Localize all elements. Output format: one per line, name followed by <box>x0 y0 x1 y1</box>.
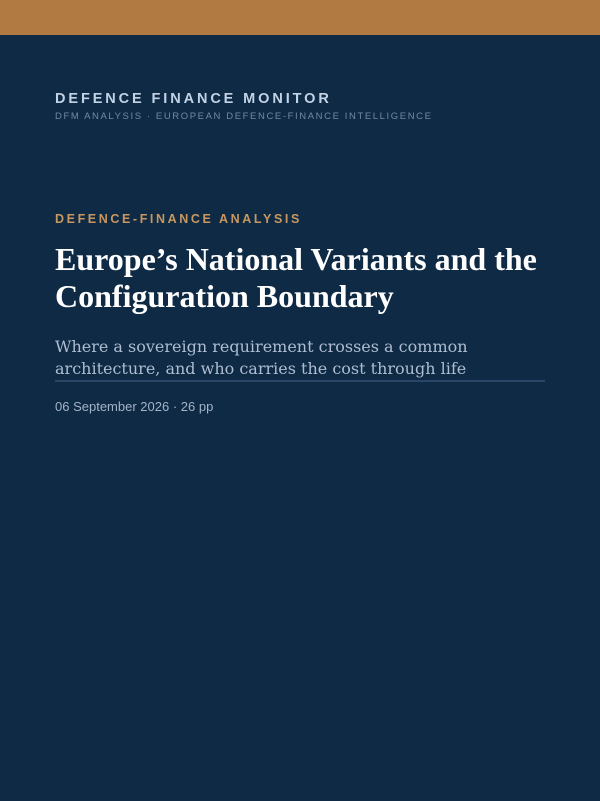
page-count: 26 pp <box>180 399 214 414</box>
top-accent-band <box>0 0 600 35</box>
publication-date: 06 September 2026 <box>55 399 170 414</box>
report-meta <box>55 399 550 415</box>
masthead <box>55 90 555 123</box>
report-title: Europe’s National Variants and the Configuration Boundary <box>55 241 537 314</box>
report-subtitle: Where a sovereign requirement crosses a common architecture, and who carries the cost through life <box>55 336 545 382</box>
report-cover <box>55 211 550 415</box>
meta-separator: · <box>172 399 178 414</box>
section-kicker: DEFENCE-FINANCE ANALYSIS <box>55 212 302 226</box>
publication-name: DEFENCE FINANCE MONITOR <box>55 91 332 107</box>
publication-tagline: DFM ANALYSIS · EUROPEAN DEFENCE-FINANCE INTELLIGENCE <box>55 111 433 122</box>
